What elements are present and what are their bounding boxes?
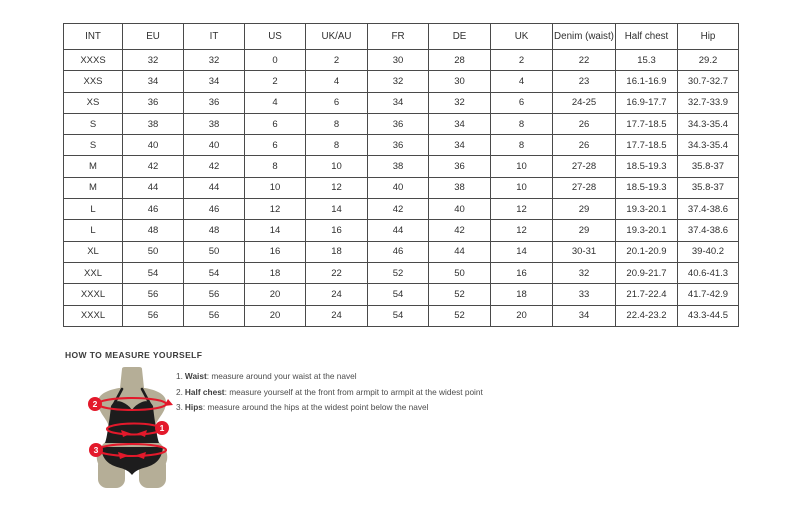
size-cell: 16.1-16.9 (616, 71, 678, 92)
size-cell: 36 (123, 92, 184, 113)
size-row (64, 199, 739, 220)
size-cell: 52 (429, 284, 491, 305)
size-cell: 4 (245, 92, 306, 113)
waist-marker-number: 1 (159, 423, 165, 433)
size-cell: 38 (123, 113, 184, 134)
size-cell: 6 (245, 135, 306, 156)
size-cell: 10 (245, 177, 306, 198)
size-cell: 8 (306, 135, 368, 156)
size-cell: 26 (553, 113, 616, 134)
size-cell: 54 (368, 284, 429, 305)
size-cell: 20.1-20.9 (616, 241, 678, 262)
size-cell: 46 (184, 199, 245, 220)
size-cell: 56 (123, 284, 184, 305)
size-cell: 29 (553, 220, 616, 241)
column-header: Hip (678, 24, 739, 50)
size-cell: 50 (123, 241, 184, 262)
size-cell: 54 (368, 305, 429, 326)
step-text: : measure around the hips at the widest point below the navel (202, 402, 429, 412)
size-cell: 39-40.2 (678, 241, 739, 262)
size-cell: 22.4-23.2 (616, 305, 678, 326)
size-row (64, 220, 739, 241)
step-text: : measure around your waist at the navel (206, 371, 357, 381)
size-cell: 8 (491, 113, 553, 134)
size-cell: 32.7-33.9 (678, 92, 739, 113)
size-cell: 35.8-37 (678, 156, 739, 177)
size-cell: 44 (123, 177, 184, 198)
measure-steps-list (176, 372, 506, 419)
size-cell: 34 (184, 71, 245, 92)
column-header: US (245, 24, 306, 50)
size-cell: XXXS (64, 50, 123, 71)
size-cell: XXS (64, 71, 123, 92)
size-cell: 8 (245, 156, 306, 177)
size-cell: 40 (368, 177, 429, 198)
size-cell: 46 (368, 241, 429, 262)
size-cell: 34 (429, 113, 491, 134)
size-cell: 17.7-18.5 (616, 113, 678, 134)
size-cell: 38 (184, 113, 245, 134)
column-header: Half chest (616, 24, 678, 50)
size-cell: 24-25 (553, 92, 616, 113)
size-cell: 20.9-21.7 (616, 262, 678, 283)
step-text: : measure yourself at the front from armpit to armpit at the widest point (224, 386, 483, 397)
size-cell: 18 (491, 284, 553, 305)
size-cell: 40 (429, 199, 491, 220)
size-cell: 19.3-20.1 (616, 220, 678, 241)
size-cell: 10 (491, 177, 553, 198)
size-row (64, 71, 739, 92)
size-cell: 56 (184, 305, 245, 326)
step-label: Hips (184, 402, 203, 412)
size-cell: 22 (553, 50, 616, 71)
size-cell: 6 (306, 92, 368, 113)
size-cell: M (64, 156, 123, 177)
size-cell: XXXL (64, 305, 123, 326)
size-cell: 8 (491, 135, 553, 156)
size-cell: 30-31 (553, 241, 616, 262)
size-cell: 42 (123, 156, 184, 177)
size-cell: 48 (184, 220, 245, 241)
size-row (64, 262, 739, 283)
size-cell: 23 (553, 71, 616, 92)
header-row (64, 24, 739, 50)
size-cell: 40 (123, 135, 184, 156)
size-cell: 19.3-20.1 (616, 199, 678, 220)
size-table-header (64, 24, 739, 50)
size-cell: 30 (368, 50, 429, 71)
size-cell: 16 (491, 262, 553, 283)
size-row (64, 92, 739, 113)
size-cell: 6 (245, 113, 306, 134)
size-cell: XXL (64, 262, 123, 283)
size-cell: 50 (184, 241, 245, 262)
measure-step-waist (176, 372, 506, 382)
size-cell: 38 (368, 156, 429, 177)
size-table-body (64, 50, 739, 327)
size-cell: L (64, 220, 123, 241)
size-cell: 17.7-18.5 (616, 135, 678, 156)
size-cell: 36 (184, 92, 245, 113)
size-cell: 22 (306, 262, 368, 283)
size-table (63, 23, 739, 327)
size-cell: 40 (184, 135, 245, 156)
size-cell: 32 (184, 50, 245, 71)
size-cell: 4 (306, 71, 368, 92)
size-cell: 0 (245, 50, 306, 71)
size-cell: 36 (368, 113, 429, 134)
size-cell: 12 (491, 220, 553, 241)
size-row (64, 241, 739, 262)
column-header: IT (184, 24, 245, 50)
size-cell: XL (64, 241, 123, 262)
size-cell: 44 (368, 220, 429, 241)
size-cell: 34 (368, 92, 429, 113)
size-cell: 34.3-35.4 (678, 113, 739, 134)
size-cell: 18 (306, 241, 368, 262)
size-row (64, 113, 739, 134)
size-cell: 29 (553, 199, 616, 220)
size-cell: 34 (429, 135, 491, 156)
step-number: 1. (176, 371, 183, 381)
mannequin-illustration-icon (82, 366, 182, 490)
size-cell: 32 (429, 92, 491, 113)
size-cell: 44 (184, 177, 245, 198)
size-cell: L (64, 199, 123, 220)
size-cell: 42 (429, 220, 491, 241)
size-cell: 42 (368, 199, 429, 220)
size-cell: 18 (245, 262, 306, 283)
size-cell: 54 (123, 262, 184, 283)
size-cell: 54 (184, 262, 245, 283)
size-cell: 50 (429, 262, 491, 283)
size-cell: 32 (368, 71, 429, 92)
size-cell: 16.9-17.7 (616, 92, 678, 113)
size-cell: 24 (306, 284, 368, 305)
size-row (64, 50, 739, 71)
size-cell: 34 (553, 305, 616, 326)
size-cell: 28 (429, 50, 491, 71)
size-cell: 18.5-19.3 (616, 156, 678, 177)
size-cell: 4 (491, 71, 553, 92)
size-cell: 10 (491, 156, 553, 177)
size-cell: 26 (553, 135, 616, 156)
size-cell: 16 (306, 220, 368, 241)
size-cell: 42 (184, 156, 245, 177)
step-number: 3. (176, 402, 183, 412)
size-cell: 36 (429, 156, 491, 177)
size-cell: 10 (306, 156, 368, 177)
step-label: Half chest (184, 386, 225, 397)
size-cell: 46 (123, 199, 184, 220)
chest-marker-number: 2 (92, 399, 98, 409)
size-cell: 6 (491, 92, 553, 113)
size-cell: 41.7-42.9 (678, 284, 739, 305)
size-cell: 20 (245, 284, 306, 305)
size-cell: XXXL (64, 284, 123, 305)
column-header: UK (491, 24, 553, 50)
size-cell: 48 (123, 220, 184, 241)
size-cell: 20 (245, 305, 306, 326)
column-header: EU (123, 24, 184, 50)
size-cell: 12 (491, 199, 553, 220)
size-row (64, 305, 739, 326)
size-cell: 27-28 (553, 177, 616, 198)
size-cell: 12 (306, 177, 368, 198)
size-cell: 2 (245, 71, 306, 92)
size-cell: 34 (123, 71, 184, 92)
size-cell: 36 (368, 135, 429, 156)
hips-marker-number: 3 (93, 445, 99, 455)
step-label: Waist (184, 371, 207, 381)
step-number: 2. (176, 386, 183, 397)
size-cell: S (64, 135, 123, 156)
neck-stub (120, 367, 144, 388)
size-cell: 2 (491, 50, 553, 71)
size-cell: 56 (123, 305, 184, 326)
size-cell: 18.5-19.3 (616, 177, 678, 198)
size-cell: 37.4-38.6 (678, 199, 739, 220)
size-cell: 33 (553, 284, 616, 305)
size-cell: 15.3 (616, 50, 678, 71)
size-cell: 12 (245, 199, 306, 220)
column-header: FR (368, 24, 429, 50)
size-cell: S (64, 113, 123, 134)
size-cell: 52 (368, 262, 429, 283)
size-cell: 27-28 (553, 156, 616, 177)
size-cell: 29.2 (678, 50, 739, 71)
size-cell: 32 (123, 50, 184, 71)
size-cell: 34.3-35.4 (678, 135, 739, 156)
size-cell: M (64, 177, 123, 198)
size-cell: 52 (429, 305, 491, 326)
size-cell: 21.7-22.4 (616, 284, 678, 305)
size-cell: 43.3-44.5 (678, 305, 739, 326)
measure-section-title: HOW TO MEASURE YOURSELF (65, 350, 203, 360)
size-cell: 37.4-38.6 (678, 220, 739, 241)
size-cell: 14 (245, 220, 306, 241)
size-cell: 35.8-37 (678, 177, 739, 198)
size-cell: 56 (184, 284, 245, 305)
size-cell: 32 (553, 262, 616, 283)
measure-step-half-chest (176, 388, 506, 398)
size-cell: 20 (491, 305, 553, 326)
size-row (64, 135, 739, 156)
column-header: DE (429, 24, 491, 50)
measure-step-hips (176, 403, 506, 413)
column-header: UK/AU (306, 24, 368, 50)
size-cell: 24 (306, 305, 368, 326)
column-header: Denim (waist) (553, 24, 616, 50)
column-header: INT (64, 24, 123, 50)
size-cell: 40.6-41.3 (678, 262, 739, 283)
size-cell: 2 (306, 50, 368, 71)
size-cell: 30 (429, 71, 491, 92)
size-cell: 8 (306, 113, 368, 134)
size-row (64, 156, 739, 177)
size-row (64, 284, 739, 305)
size-cell: 38 (429, 177, 491, 198)
size-cell: 16 (245, 241, 306, 262)
size-cell: 44 (429, 241, 491, 262)
size-cell: 30.7-32.7 (678, 71, 739, 92)
size-cell: 14 (306, 199, 368, 220)
size-cell: XS (64, 92, 123, 113)
size-cell: 14 (491, 241, 553, 262)
size-row (64, 177, 739, 198)
